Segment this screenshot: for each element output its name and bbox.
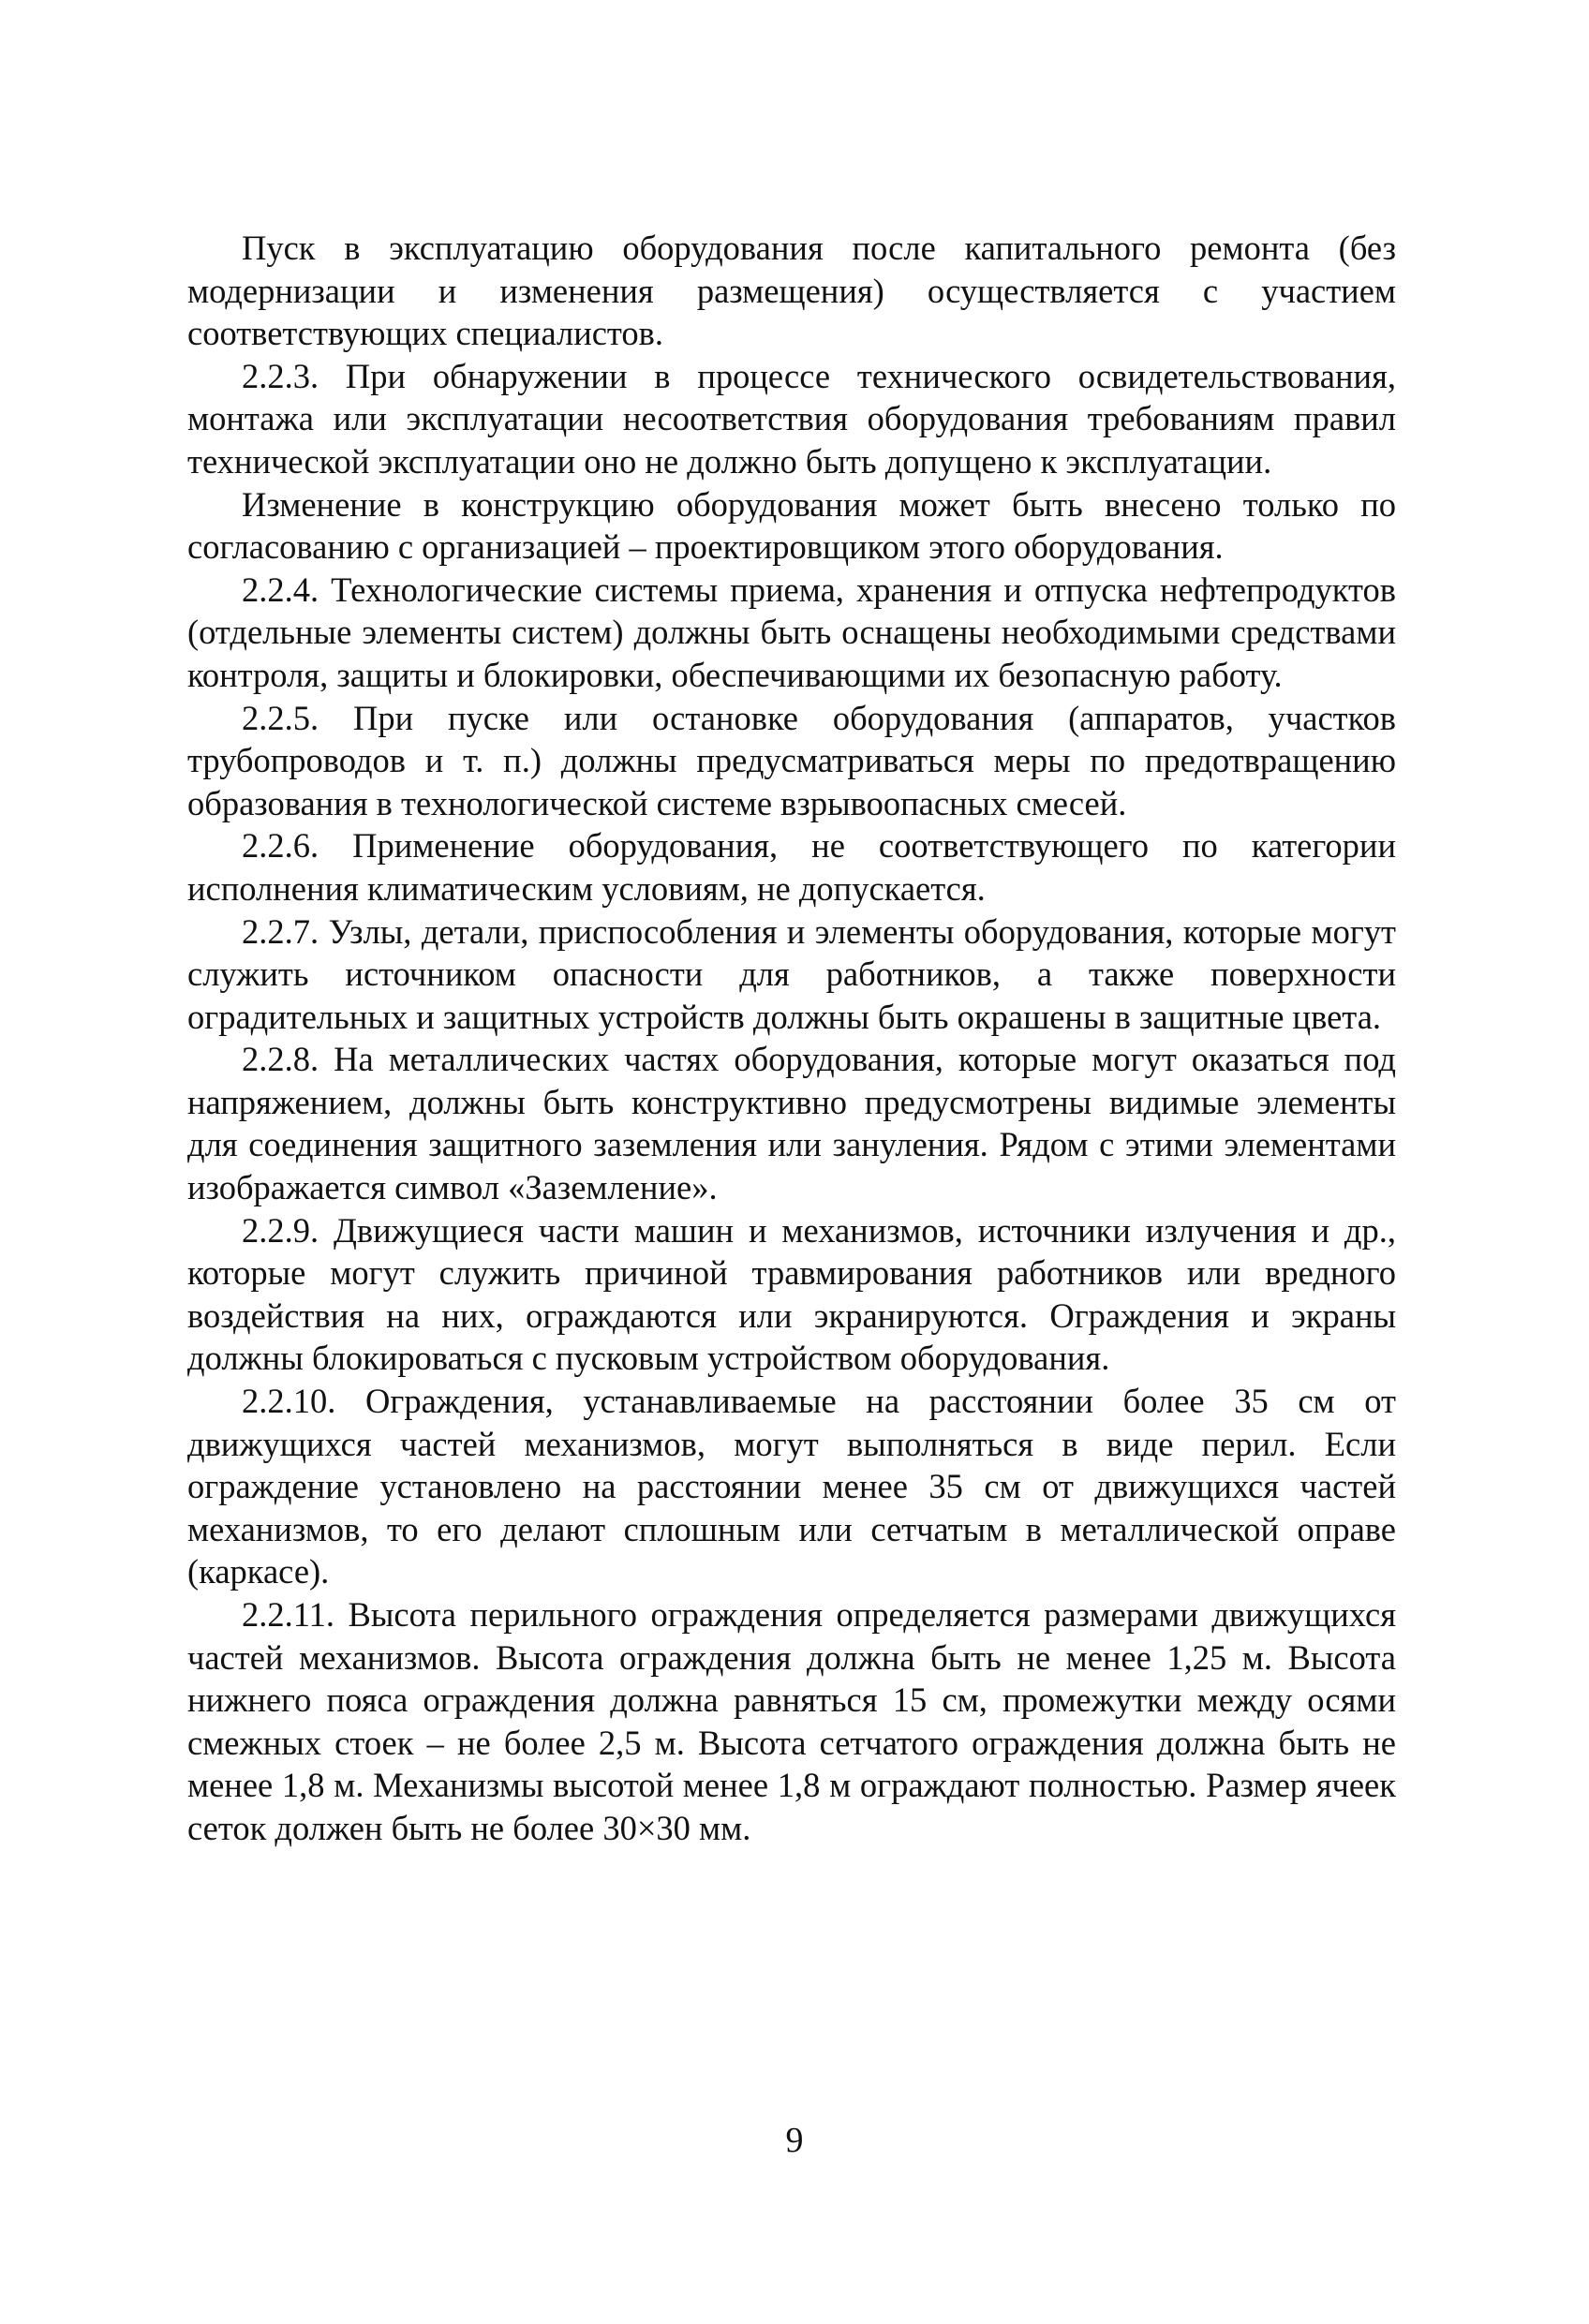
paragraph-2-2-6: 2.2.6. Применение оборудования, не соответствующего по категории исполнения климатическим условиям, не допускается. (187, 826, 1396, 908)
paragraph-design-change: Изменение в конструкцию оборудования может быть внесено только по согласованию с организацией – проектировщиком этого оборудования. (187, 484, 1396, 567)
paragraph-2-2-9: 2.2.9. Движущиеся части машин и механизмов, источники излучения и др., которые могут служить причиной травмирования работников или вредного воздействия на них, ограждаются или экранируются. Ограждения и экраны должны блокироваться с пусковым устройством оборудования. (187, 1210, 1396, 1378)
page-number: 9 (785, 2121, 804, 2160)
paragraph-2-2-4: 2.2.4. Технологические системы приема, хранения и отпуска нефтепродуктов (отдельные элементы систем) должны быть оснащены необходимыми средствами контроля, защиты и блокировки, обеспечивающими их безопасную работу. (187, 570, 1396, 694)
paragraph-2-2-11: 2.2.11. Высота перильного ограждения определяется размерами движущихся частей механизмов. Высота ограждения должна быть не менее 1,25 м. Высота нижнего пояса ограждения должна равняться 15 см, промежутки между осями смежных стоек – не более 2,5 м. Высота сетчатого ограждения должна быть не менее 1,8 м. Механизмы высотой менее 1,8 м ограждают полностью. Размер ячеек сеток должен быть не более 30×30 мм. (187, 1595, 1396, 1847)
paragraph-2-2-3: 2.2.3. При обнаружении в процессе технического освидетельствования, монтажа или эксплуатации несоответствия оборудования требованиям правил технической эксплуатации оно не должно быть допущено к эксплуатации. (187, 356, 1396, 481)
paragraph-2-2-8: 2.2.8. На металлических частях оборудования, которые могут оказаться под напряжением, должны быть конструктивно предусмотрены видимые элементы для соединения защитного заземления или зануления. Рядом с этими элементами изображается символ «Заземление». (187, 1040, 1396, 1207)
paragraph-commissioning-after-repair: Пуск в эксплуатацию оборудования после капитального ремонта (без модернизации и изменения размещения) осуществляется с участием соответствующих специалистов. (187, 229, 1396, 353)
paragraph-2-2-7: 2.2.7. Узлы, детали, приспособления и элементы оборудования, которые могут служить источником опасности для работников, а также поверхности оградительных и защитных устройств должны быть окрашены в защитные цвета. (187, 911, 1396, 1036)
body-text (187, 227, 1396, 1850)
paragraph-2-2-10: 2.2.10. Ограждения, устанавливаемые на расстоянии более 35 см от движущихся частей механизмов, могут выполняться в виде перил. Если ограждение установлено на расстоянии менее 35 см от движущихся частей механизмов, то его делают сплошным или сетчатым в металлической оправе (каркасе). (187, 1382, 1396, 1591)
paragraph-2-2-5: 2.2.5. При пуске или остановке оборудования (аппаратов, участков трубопроводов и т. п.) должны предусматриваться меры по предотвращению образования в технологической системе взрывоопасных смесей. (187, 698, 1396, 822)
